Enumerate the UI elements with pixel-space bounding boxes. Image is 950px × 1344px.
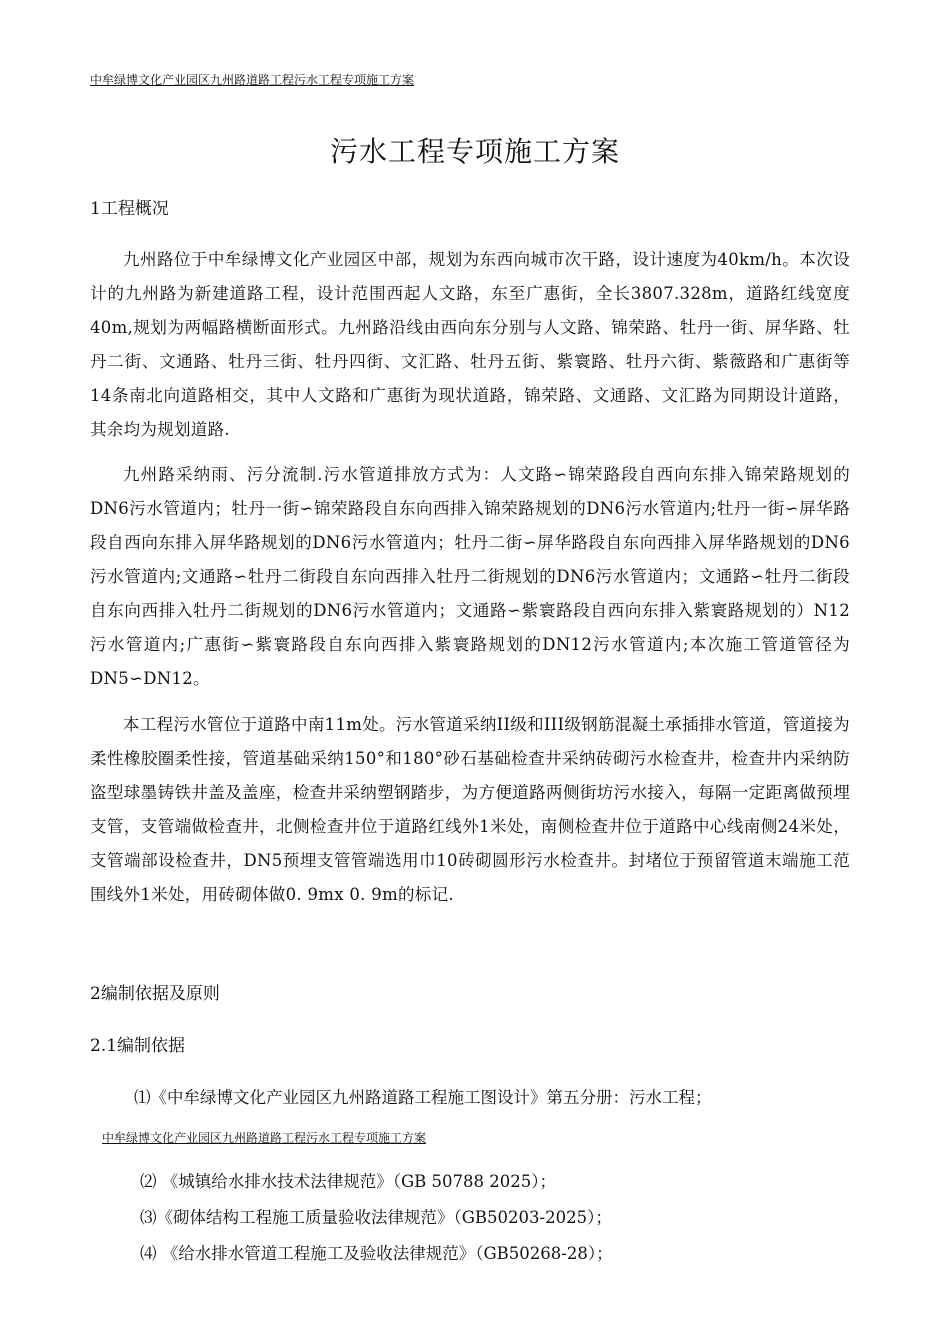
paragraph-overview-1: 九州路位于中牟绿博文化产业园区中部，规划为东西向城市次干路，设计速度为40km/h。本次设计的九州路为新建道路工程，设计范围西起人文路，东至广惠街，全长3807.328m，道路红线宽度40m,规划为两幅路横断面形式。九州路沿线由西向东分别与人文路、锦荣路、牡丹一街、屏华路、牡丹二街、文通路、牡丹三街、牡丹四街、文汇路、牡丹五街、紫寰路、牡丹六街、紫薇路和广惠街等14条南北向道路相交，其中人文路和广惠街为现状道路，锦荣路、文通路、文汇路为同期设计道路，其余均为规划道路.	[90, 250, 850, 439]
document-title: 污水工程专项施工方案	[329, 135, 620, 168]
running-header: 中牟绿博文化产业园区九州路道路工程污水工程专项施工方案	[90, 73, 415, 87]
reference-item-3: ⑶《砌体结构工程施工质量验收法律规范》（GB50203-2025）；	[140, 1208, 612, 1227]
reference-item-4: ⑷ 《给水排水管道工程施工及验收法律规范》（GB50268-28）；	[140, 1244, 613, 1263]
section-heading-1: 1工程概况	[90, 199, 169, 219]
running-header-repeat: 中牟绿博文化产业园区九州路道路工程污水工程专项施工方案	[102, 1131, 427, 1145]
paragraph-overview-2: 九州路采纳雨、污分流制.污水管道排放方式为：人文路∽锦荣路段自西向东排入锦荣路规划的DN6污水管道内；牡丹一街∽锦荣路段自东向西排入锦荣路规划的DN6污水管道内;牡丹一街∽屏华路段自西向东排入屏华路规划的DN6污水管道内；牡丹二街∽屏华路段自东向西排入屏华路规划的DN6污水管道内;文通路∽牡丹二街段自东向西排入牡丹二街规划的DN6污水管道内；文通路∽牡丹二街段自东向西排入牡丹二街规划的DN6污水管道内；文通路∽紫寰路段自西向东排入紫寰路规划的）N12污水管道内;广惠街∽紫寰路段自东向西排入紫寰路规划的DN12污水管道内;本次施工管道管径为DN5∽DN12。	[90, 465, 850, 688]
reference-item-1: ⑴《中牟绿博文化产业园区九州路道路工程施工图设计》第五分册：污水工程；	[134, 1088, 712, 1107]
subsection-heading-2-1: 2.1编制依据	[90, 1036, 186, 1056]
reference-item-2: ⑵ 《城镇给水排水技术法律规范》（GB 50788 2025）；	[140, 1172, 557, 1191]
section-heading-2: 2编制依据及原则	[90, 984, 220, 1004]
paragraph-overview-3: 本工程污水管位于道路中南11m处。污水管道采纳II级和III级钢筋混凝土承插排水管道，管道接为柔性橡胶圈柔性接，管道基础采纳150°和180°砂石基础检查井采纳砖砌污水检查井，检查井内采纳防盗型球墨铸铁井盖及盖座，检查井采纳塑钢踏步，为方便道路两侧街坊污水接入，每隔一定距离做预埋支管，支管端做检查井，北侧检查井位于道路红线外1米处，南侧检查井位于道路中心线南侧24米处，支管端部设检查井，DN5预埋支管管端选用巾10砖砌圆形污水检查井。封堵位于预留管道末端施工范围线外1米处，用砖砌体做0. 9mx 0. 9m的标记.	[90, 715, 850, 904]
